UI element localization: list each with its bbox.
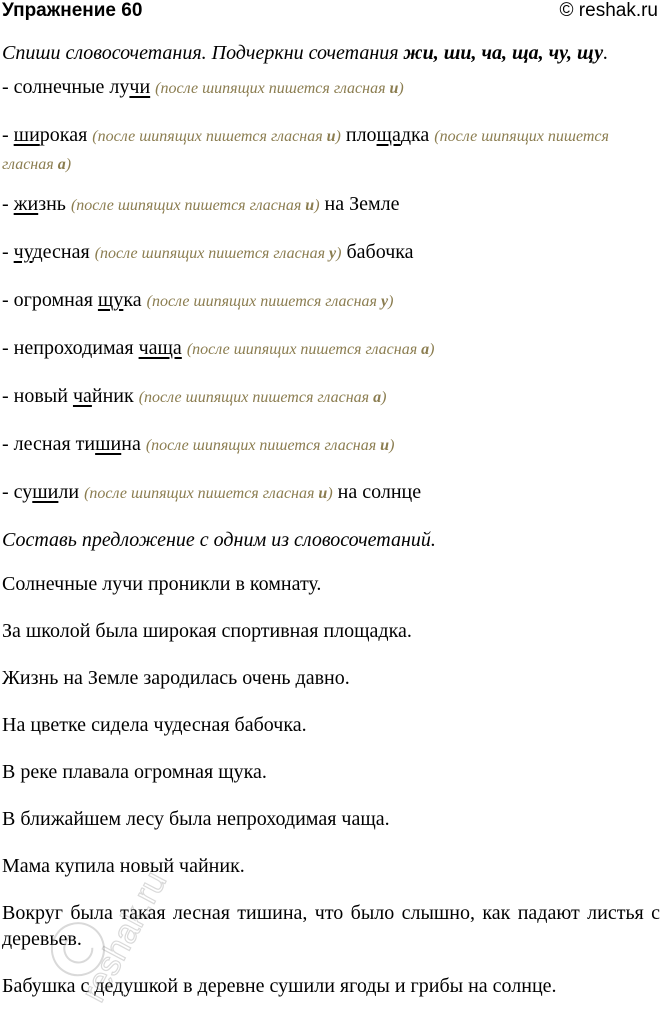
note-vowel: а: [57, 156, 66, 173]
note-close: ): [327, 485, 333, 502]
phrase-item: [2, 287, 660, 315]
underlined-combo: ча: [72, 385, 92, 407]
exercise-content: [2, 38, 660, 1020]
note-text: (после шипящих пишется гласная: [138, 389, 374, 406]
phrase-note: [71, 197, 320, 214]
phrase-item: [2, 122, 660, 178]
phrase-text: десная: [32, 241, 95, 263]
note-text: (после шипящих пишется гласная: [145, 437, 381, 454]
note-vowel: и: [326, 128, 336, 145]
phrase-item: [2, 479, 660, 507]
page-header: [0, 0, 662, 26]
phrase-text: дка: [400, 124, 435, 146]
note-close: ): [381, 389, 387, 406]
sentence: За школой была широкая спортивная площадка.: [2, 620, 412, 642]
phrase-text: на Земле: [319, 193, 400, 215]
note-text: (после шипящих пишется гласная: [70, 197, 306, 214]
phrase-item: [2, 383, 660, 411]
site-credit[interactable]: © reshak.ru: [559, 0, 658, 21]
note-vowel: и: [305, 197, 315, 214]
phrase-note: [84, 485, 333, 502]
phrase-text: йник: [91, 385, 139, 407]
sentence: В ближайшем лесу была непроходимая чаща.: [2, 808, 390, 830]
phrase-item: [2, 74, 660, 102]
note-vowel: и: [389, 80, 399, 97]
underlined-combo: чи: [129, 76, 151, 98]
note-vowel: у: [380, 293, 389, 310]
note-close: ): [389, 437, 395, 454]
sentence: Мама купила новый чайник.: [2, 855, 245, 877]
phrase-item: [2, 335, 660, 363]
underlined-combo: чаща: [138, 337, 182, 359]
phrase-note: [187, 341, 435, 358]
phrase-text: - новый: [2, 385, 73, 407]
note-text: (после шипящих пишется гласная: [2, 128, 609, 173]
phrase-text: - су: [2, 481, 33, 503]
underlined-combo: ши: [32, 481, 59, 503]
phrase-item: [2, 191, 660, 219]
phrase-text: бабочка: [341, 241, 414, 263]
phrase-note: [155, 80, 404, 97]
sentence-list: [2, 571, 660, 999]
note-close: ): [65, 156, 72, 173]
note-close: ): [398, 80, 404, 97]
phrase-note: [146, 437, 395, 454]
sentence-instruction: Составь предложение с одним из словосочетаний.: [2, 529, 436, 551]
underlined-combo: ши: [13, 124, 40, 146]
phrase-text: -: [2, 124, 14, 146]
sentence: Солнечные лучи проникли в комнату.: [2, 573, 322, 595]
phrase-text: рокая: [39, 124, 93, 146]
note-text: (после шипящих пишется гласная: [94, 245, 330, 262]
phrase-item: [2, 431, 660, 459]
sentence: На цветке сидела чудесная бабочка.: [2, 714, 307, 736]
phrase-text: ли: [58, 481, 85, 503]
task-combos: жи, ши, ча, ща, чу, щу: [403, 42, 604, 64]
sentence: В реке плавала огромная щука.: [2, 761, 267, 783]
phrase-text: знь: [38, 193, 71, 215]
phrase-text: пло: [340, 124, 377, 146]
phrase-text: - непроходимая: [2, 337, 139, 359]
note-close: ): [388, 293, 394, 310]
note-close: ): [336, 245, 342, 262]
phrase-text: на солнце: [332, 481, 422, 503]
phrase-note: [95, 245, 342, 262]
sentence: Вокруг была такая лесная тишина, что было слышно, как падают листья с деревьев.: [2, 902, 660, 950]
underlined-combo: ши: [95, 433, 122, 455]
phrase-text: - солнечные лу: [2, 76, 130, 98]
task-end: .: [603, 42, 609, 64]
note-text: (после шипящих пишется гласная: [186, 341, 422, 358]
note-text: (после шипящих пишется гласная: [92, 128, 327, 145]
svg-text:reshak.ru: reshak.ru: [74, 865, 175, 1009]
task-instruction: Спиши словосочетания. Подчеркни сочетания: [2, 42, 404, 64]
note-vowel: а: [421, 341, 430, 358]
note-close: ): [335, 128, 341, 145]
phrase-note: [147, 293, 394, 310]
note-text: (после шипящих пишется гласная: [146, 293, 381, 310]
task-text: [2, 38, 660, 69]
phrase-text: ка: [123, 289, 147, 311]
phrase-text: -: [2, 193, 14, 215]
underlined-combo: ща: [376, 124, 401, 146]
underlined-combo: щу: [97, 289, 124, 311]
sentence: Жизнь на Земле зародилась очень давно.: [2, 667, 350, 689]
note-close: ): [314, 197, 320, 214]
note-vowel: у: [329, 245, 337, 262]
note-text: (после шипящих пишется гласная: [155, 80, 390, 97]
phrase-text: на: [121, 433, 146, 455]
note-close: ): [429, 341, 435, 358]
sentence: Бабушка с дедушкой в деревне сушили ягоды и грибы на солнце.: [2, 975, 557, 997]
note-vowel: и: [380, 437, 390, 454]
note-text: (после шипящих пишется гласная: [84, 485, 319, 502]
phrase-text: - огромная: [2, 289, 98, 311]
phrase-list: [2, 74, 660, 507]
phrase-item: [2, 239, 660, 267]
phrase-note: [139, 389, 387, 406]
note-vowel: а: [373, 389, 382, 406]
phrase-note: [92, 128, 341, 145]
phrase-text: - лесная ти: [2, 433, 96, 455]
underlined-combo: жи: [13, 193, 39, 215]
exercise-title: Упражнение 60: [2, 0, 143, 21]
underlined-combo: чу: [13, 241, 33, 263]
phrase-text: -: [2, 241, 14, 263]
note-vowel: и: [318, 485, 328, 502]
